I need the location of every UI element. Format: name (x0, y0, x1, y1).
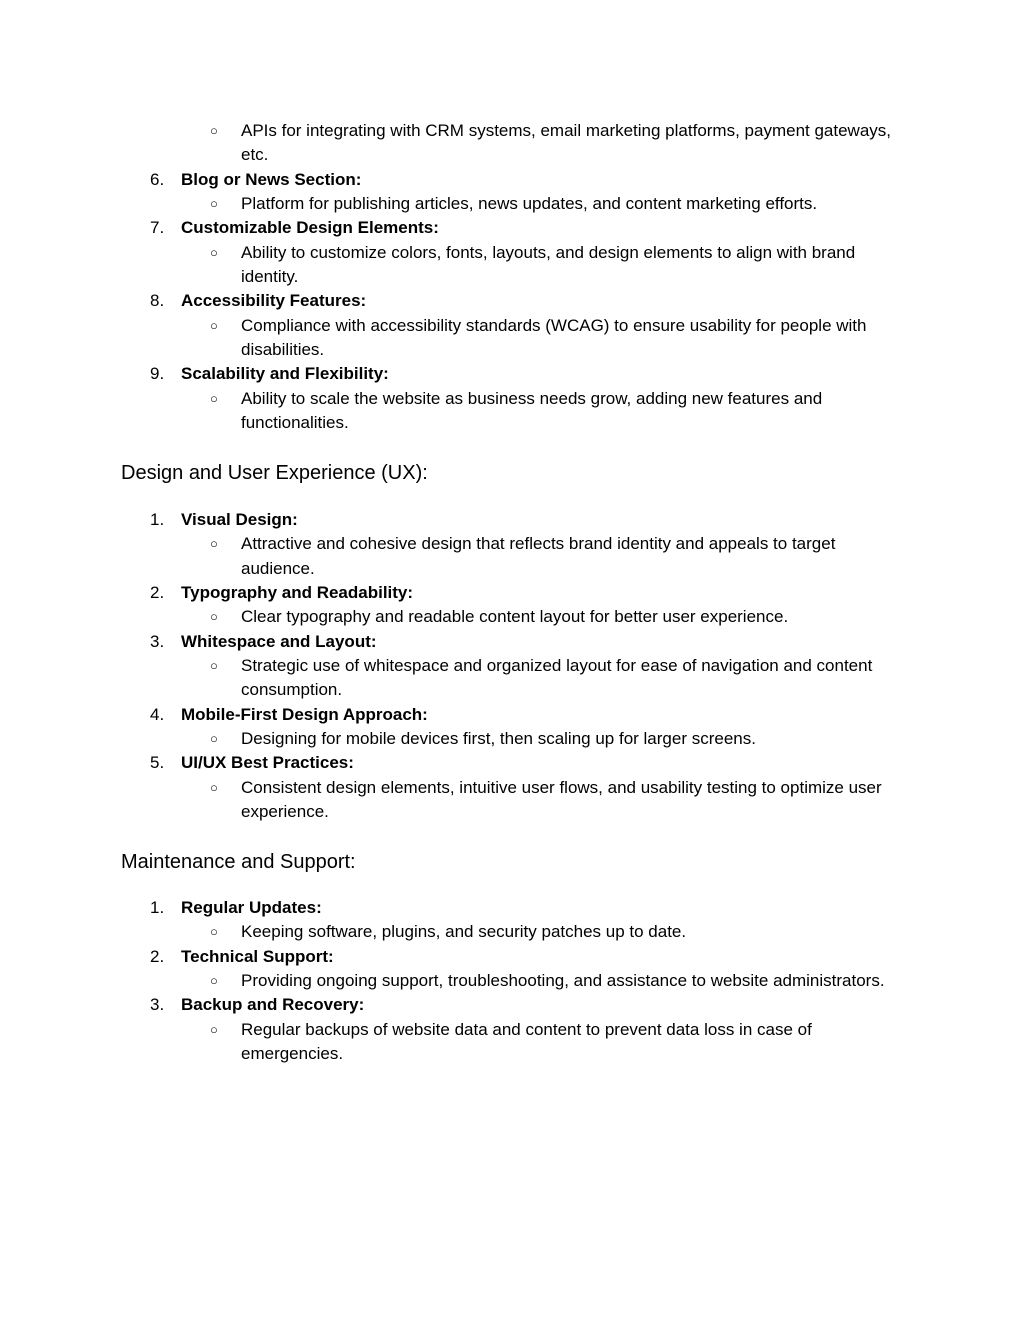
subitem-text: Attractive and cohesive design that reflects brand identity and appeals to target audience. (241, 534, 836, 578)
subitem-text: Ability to scale the website as business needs grow, adding new features and functionalities. (241, 388, 823, 432)
list-item (0, 362, 1024, 386)
list-subitem (0, 727, 1024, 751)
item-title: Backup and Recovery: (181, 995, 365, 1015)
subitem-text: Clear typography and readable content layout for better user experience. (241, 607, 789, 627)
hollow-bullet-icon: ○ (210, 123, 218, 138)
list-subitem (0, 654, 1024, 703)
list-subitem (0, 241, 1024, 290)
list-item (0, 945, 1024, 969)
item-title: Blog or News Section: (181, 169, 362, 189)
hollow-bullet-icon: ○ (210, 390, 218, 406)
item-title: Visual Design: (181, 510, 298, 529)
item-number: 1. (150, 898, 165, 917)
subitem-text: Strategic use of whitespace and organized layout for ease of navigation and content consumption. (241, 655, 873, 700)
list-item (0, 751, 1024, 775)
list-subitem (0, 920, 1024, 944)
hollow-bullet-icon: ○ (210, 779, 218, 795)
features-list-continued (0, 119, 1024, 435)
item-title: Mobile-First Design Approach: (181, 704, 428, 724)
list-subitem (0, 119, 1024, 168)
list-subitem (0, 1018, 1024, 1067)
list-subitem (0, 605, 1024, 629)
hollow-bullet-icon: ○ (210, 609, 218, 625)
item-title: Customizable Design Elements: (181, 218, 439, 238)
subitem-text: Platform for publishing articles, news updates, and content marketing efforts. (241, 193, 818, 213)
list-item (0, 168, 1024, 192)
item-title: Technical Support: (181, 946, 334, 966)
list-item (0, 896, 1024, 920)
item-number: 3. (150, 995, 165, 1015)
hollow-bullet-icon: ○ (210, 730, 218, 746)
item-number: 9. (150, 364, 165, 384)
item-number: 3. (150, 631, 165, 651)
list-subitem (0, 387, 1024, 436)
hollow-bullet-icon: ○ (210, 536, 218, 552)
item-title: Typography and Readability: (181, 582, 414, 602)
list-subitem (0, 776, 1024, 825)
subitem-text: Compliance with accessibility standards (WCAG) to ensure usability for people with disabilities. (241, 315, 867, 359)
item-number: 2. (150, 946, 165, 966)
hollow-bullet-icon: ○ (210, 1021, 218, 1037)
item-number: 4. (150, 704, 165, 724)
item-title: Accessibility Features: (181, 291, 367, 311)
hollow-bullet-icon: ○ (210, 972, 218, 988)
item-number: 2. (150, 582, 165, 602)
list-subitem (0, 314, 1024, 363)
list-item (0, 703, 1024, 727)
hollow-bullet-icon: ○ (210, 924, 218, 940)
subitem-text: APIs for integrating with CRM systems, email marketing platforms, payment gateways, etc. (241, 121, 892, 165)
item-number: 6. (150, 169, 165, 189)
list-item (0, 216, 1024, 240)
section-heading-design: Design and User Experience (UX): (121, 462, 428, 484)
item-title: Regular Updates: (181, 898, 322, 917)
list-item (0, 508, 1024, 532)
hollow-bullet-icon: ○ (210, 195, 218, 211)
list-item (0, 581, 1024, 605)
item-number: 8. (150, 291, 165, 311)
maintenance-list (0, 896, 1024, 1066)
subitem-text: Ability to customize colors, fonts, layouts, and design elements to align with brand identity. (241, 242, 856, 286)
list-subitem (0, 532, 1024, 581)
item-number: 5. (150, 753, 165, 773)
section-heading-maintenance: Maintenance and Support: (121, 851, 356, 873)
subitem-text: Consistent design elements, intuitive user flows, and usability testing to optimize user experience. (241, 777, 882, 821)
list-item (0, 630, 1024, 654)
item-number: 1. (150, 510, 165, 529)
list-item (0, 289, 1024, 313)
hollow-bullet-icon: ○ (210, 244, 218, 260)
hollow-bullet-icon: ○ (210, 657, 218, 673)
list-item (0, 993, 1024, 1017)
list-subitem (0, 192, 1024, 216)
item-number: 7. (150, 218, 165, 238)
subitem-text: Providing ongoing support, troubleshooting, and assistance to website administrators. (241, 970, 885, 990)
subitem-text: Keeping software, plugins, and security patches up to date. (241, 922, 687, 942)
item-title: Whitespace and Layout: (181, 631, 377, 651)
item-title: UI/UX Best Practices: (181, 753, 354, 773)
subitem-text: Regular backups of website data and content to prevent data loss in case of emergencies. (241, 1019, 812, 1063)
design-list (0, 508, 1024, 824)
subitem-text: Designing for mobile devices first, then scaling up for larger screens. (241, 728, 756, 748)
hollow-bullet-icon: ○ (210, 317, 218, 333)
item-title: Scalability and Flexibility: (181, 364, 389, 384)
list-subitem (0, 969, 1024, 993)
